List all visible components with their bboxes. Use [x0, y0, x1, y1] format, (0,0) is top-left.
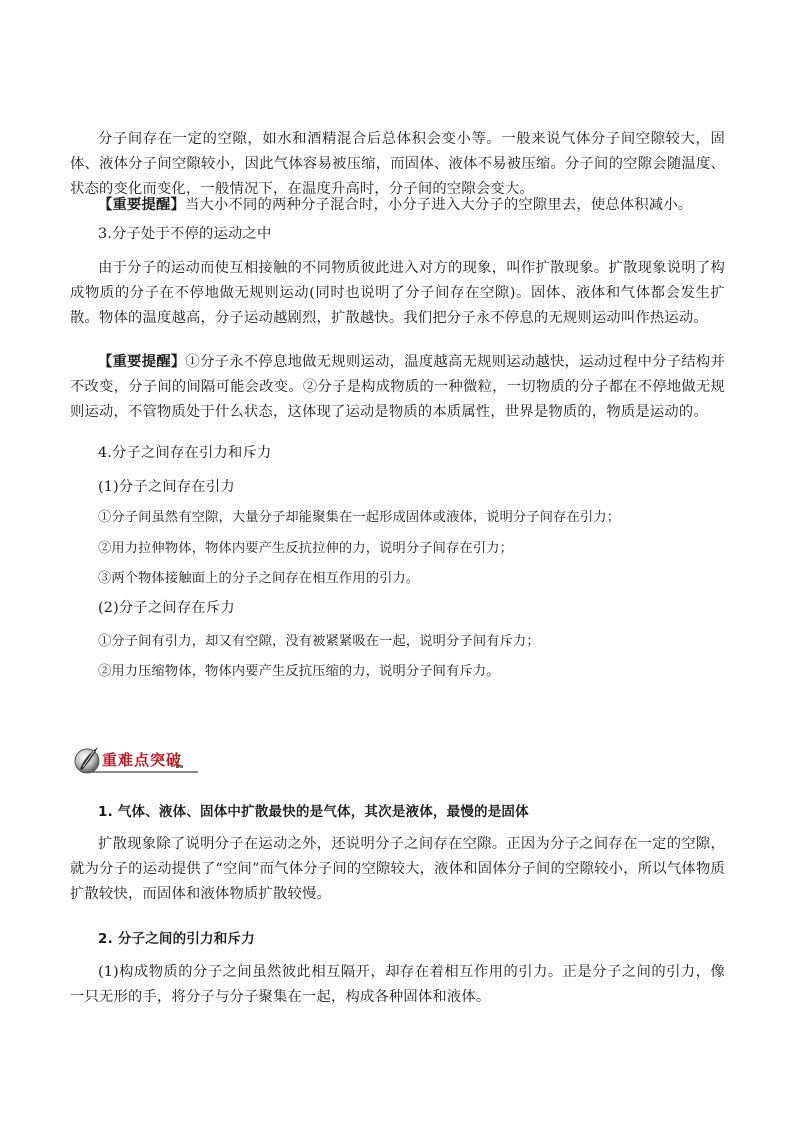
paragraph-attraction: (1)构成物质的分子之间虽然彼此相互隔开，却存在着相互作用的引力。正是分子之间的引力，像一只无形的手，将分子与分子聚集在一起，构成各种固体和液体。: [70, 964, 725, 1005]
subheading-attraction: (1)分子之间存在引力: [98, 479, 235, 495]
section-banner: [72, 745, 202, 775]
heading-forces: 2. 分子之间的引力和斥力: [98, 931, 255, 947]
tip-text: ①分子永不停息地做无规则运动，温度越高无规则运动越快，运动过程中分子结构并不改变，分子间的间隔可能会改变。②分子是构成物质的一种微粒，一切物质的分子都在不停地做无规则运动，不管物质处于什么状态，这体现了运动是物质的本质属性，世界是物质的，物质是运动的。: [70, 354, 725, 420]
section-title: 重难点突破: [102, 751, 183, 769]
heading-3: 3.分子处于不停的运动之中: [98, 226, 272, 242]
tip-label: 【重要提醒】: [98, 354, 186, 370]
heading-diffusion-speed: 1. 气体、液体、固体中扩散最快的是气体，其次是液体，最慢的是固体: [98, 804, 529, 820]
tip-paragraph-2: [70, 350, 725, 425]
paragraph-gaps: 分子间存在一定的空隙，如水和酒精混合后总体积会变小等。一般来说气体分子间空隙较大，固体、液体分子间空隙较小，因此气体容易被压缩，而固体、液体不易被压缩。分子间的空隙会随温度、状态的变化而变化，一般情况下，在温度升高时，分子间的空隙会变大。: [70, 131, 725, 197]
paragraph-diffusion-explain: 扩散现象除了说明分子在运动之外，还说明分子之间存在空隙。正因为分子之间存在一定的空隙，就为分子的运动提供了“空间”而气体分子间的空隙较大，液体和固体分子间的空隙较小，所以气体物质扩散较快，而固体和液体物质扩散较慢。: [70, 836, 725, 902]
tip-paragraph-1: [70, 193, 725, 218]
list-item: ②用力拉伸物体，物体内要产生反抗拉伸的力，说明分子间存在引力；: [98, 541, 514, 556]
heading-4: 4.分子之间存在引力和斥力: [98, 445, 272, 461]
list-item: ①分子间虽然有空隙，大量分子却能聚集在一起形成固体或液体，说明分子间存在引力；: [98, 510, 621, 525]
tip-text: 当大小不同的两种分子混合时，小分子进入大分子的空隙里去，使总体积减小。: [184, 197, 693, 213]
list-item: ②用力压缩物体，物体内要产生反抗压缩的力，说明分子间有斥力。: [98, 664, 500, 679]
tip-label: 【重要提醒】: [98, 197, 185, 213]
list-item: ③两个物体接触面上的分子之间存在相互作用的引力。: [98, 571, 420, 586]
paragraph-diffusion: 由于分子的运动而使互相接触的不同物质彼此进入对方的现象，叫作扩散现象。扩散现象说明了构成物质的分子在不停地做无规则运动(同时也说明了分子间存在空隙)。固体、液体和气体都会发生扩散。物体的温度越高，分子运动越剧烈，扩散越快。我们把分子永不停息的无规则运动叫作热运动。: [70, 260, 725, 326]
subheading-repulsion: (2)分子之间存在斥力: [98, 600, 235, 616]
list-item: ①分子间有引力，却又有空隙，没有被紧紧吸在一起，说明分子间有斥力；: [98, 634, 540, 649]
